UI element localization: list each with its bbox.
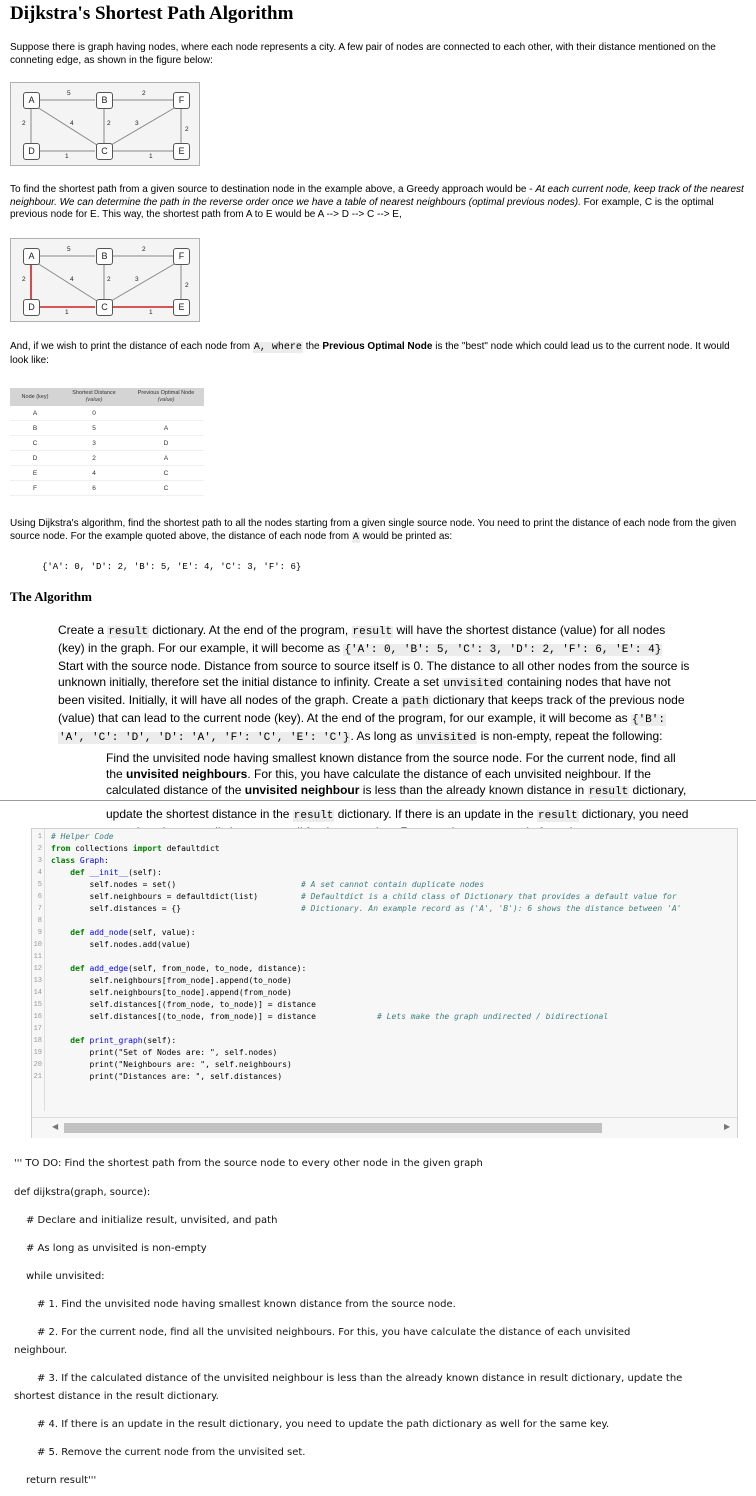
edge-weight: 2 [107, 276, 111, 283]
graph-node-b: B [96, 92, 113, 109]
code-line: def add_edge(self, from_node, to_node, distance): [70, 964, 307, 973]
edge-weight: 1 [65, 309, 69, 316]
graph-node-f: F [173, 248, 190, 265]
edge-weight: 1 [149, 309, 153, 316]
distance-table [10, 388, 204, 496]
edge-weight: 3 [135, 276, 139, 283]
code-line: def __init__(self): [70, 868, 162, 877]
edge-weight: 2 [185, 126, 189, 133]
todo-step-4: # 4. If there is an update in the result dictionary, you need to update the path dictionary as well for the same key. [37, 1419, 610, 1430]
todo-step-3: # 3. If the calculated distance of the unvisited neighbour is less than the already known distance in result dictionary, update the [37, 1373, 683, 1384]
edge-weight: 4 [70, 276, 74, 283]
code-line: print("Neighbours are: ", self.neighbours) [51, 1060, 292, 1069]
horizontal-scrollbar[interactable] [32, 1117, 737, 1138]
graph-figure-2 [10, 238, 200, 322]
page-title: Dijkstra's Shortest Path Algorithm [10, 3, 294, 24]
table-row: C 3 D [10, 436, 204, 451]
edge-weight: 1 [149, 153, 153, 160]
code-comment: # A set cannot contain duplicate nodes [301, 880, 485, 889]
table-row: B 5 A [10, 421, 204, 436]
edge-weight: 2 [22, 276, 26, 283]
graph-node-b: B [96, 248, 113, 265]
graph-node-a: A [23, 92, 40, 109]
using-paragraph: Using Dijkstra's algorithm, find the shortest path to all the nodes starting from a given single source node. You need to print the distance of each node from the given source node. For the example quoted above, the distance of each node from A would be printed as: [10, 518, 737, 543]
code-content [51, 829, 735, 1115]
col-shortest-distance: Shortest Distance (value) [60, 388, 128, 406]
graph-figure-1 [10, 82, 200, 166]
code-line: self.nodes = set() [51, 880, 177, 889]
graph-node-a: A [23, 248, 40, 265]
edge-weight: 2 [22, 120, 26, 127]
graph-node-c: C [96, 299, 113, 316]
scroll-right-icon[interactable]: ▶ [724, 1122, 731, 1131]
todo-while-line: while unvisited: [26, 1271, 105, 1282]
todo-step-2-cont: neighbour. [14, 1345, 68, 1356]
graph-node-c: C [96, 143, 113, 160]
edge-weight: 2 [142, 246, 146, 253]
code-line: self.distances = {} [51, 904, 182, 913]
code-comment: # Dictionary. An example record as ('A', 'B'): 6 shows the distance between 'A' [301, 904, 682, 913]
greedy-paragraph: To find the shortest path from a given source to destination node in the example above, a Greedy approach would be - At each current node, keep track of the nearest neighbour. We can determine the path in the reverse order once we have a table of nearest neighbours (optimal previous nodes). For example, C is the optimal previous node for E. This way, the shortest path from A to E would be A --> D --> C --> E, [10, 184, 744, 220]
code-line: print("Set of Nodes are: ", self.nodes) [51, 1048, 278, 1057]
code-line: class Graph: [51, 856, 109, 865]
code-line: def print_graph(self): [70, 1036, 177, 1045]
todo-step-3-cont: shortest distance in the result dictionary. [14, 1391, 219, 1402]
graph-node-d: D [23, 299, 40, 316]
edge-weight: 2 [142, 90, 146, 97]
graph-node-e: E [173, 143, 190, 160]
todo-step-1: # 1. Find the unvisited node having smallest known distance from the source node. [37, 1299, 456, 1310]
scrollbar-thumb[interactable] [64, 1123, 602, 1133]
edge-weight: 4 [70, 120, 74, 127]
output-example: {'A': 0, 'D': 2, 'B': 5, 'E': 4, 'C': 3, 'F': 6} [42, 562, 302, 572]
line-number-gutter: 1 2 3 4 5 6 7 8 9 10 11 12 13 14 15 16 17 18 19 20 21 [32, 829, 45, 1111]
algorithm-heading: The Algorithm [10, 589, 92, 604]
todo-comment: # As long as unvisited is non-empty [26, 1243, 207, 1254]
col-previous-node: Previous Optimal Node (value) [128, 388, 204, 406]
code-line: self.neighbours[to_node].append(from_node) [51, 988, 292, 997]
print-paragraph: And, if we wish to print the distance of each node from A, where the Previous Optimal Node is the "best" node which could lead us to the current node. It would look like: [10, 341, 730, 366]
col-node: Node (key) [10, 388, 60, 406]
code-line: print("Distances are: ", self.distances) [51, 1072, 283, 1081]
algorithm-substeps-2: update the shortest distance in the result dictionary. If there is an update in the result dictionary, you need [106, 806, 740, 842]
todo-comment: # Declare and initialize result, unvisited, and path [26, 1215, 278, 1226]
table-row: D 2 A [10, 451, 204, 466]
edge-weight: 5 [67, 90, 71, 97]
code-line: self.distances[(from_node, to_node)] = distance [51, 1000, 316, 1009]
todo-step-2: # 2. For the current node, find all the unvisited neighbours. For this, you have calculate the distance of each unvisited [37, 1327, 631, 1338]
graph-node-e: E [173, 299, 190, 316]
edge-weight: 2 [185, 282, 189, 289]
scroll-left-icon[interactable]: ◀ [52, 1122, 59, 1131]
algorithm-substeps-1: Find the unvisited node having smallest known distance from the source node. For the current node, find all the unvisited neighbours. For this, you have calculate the distance of each unvisited neighbour. If the calculated distance of the unvisited neighbour is less than the already known distance in result dictionary, [106, 751, 687, 798]
todo-step-5: # 5. Remove the current node from the unvisited set. [37, 1447, 306, 1458]
intro-paragraph: Suppose there is graph having nodes, where each node represents a city. A few pair of nodes are connected to each other, with their distance mentioned on the conneting edge, as shown in the figure below: [10, 42, 716, 66]
todo-def-line: def dijkstra(graph, source): [14, 1187, 151, 1198]
edge-weight: 3 [135, 120, 139, 127]
code-comment: # Defaultdict is a child class of Dictionary that provides a default value for [301, 892, 677, 901]
todo-return-line: return result''' [26, 1475, 97, 1486]
graph-node-d: D [23, 143, 40, 160]
table-row: A 0 [10, 406, 204, 421]
code-line: from collections import defaultdict [51, 844, 220, 853]
code-line: self.neighbours[from_node].append(to_node) [51, 976, 292, 985]
code-line: self.neighbours = defaultdict(list) [51, 892, 259, 901]
page-divider [0, 800, 756, 801]
code-line: self.distances[(to_node, from_node)] = distance [51, 1012, 316, 1021]
table-header-row [10, 388, 204, 406]
code-comment: # Lets make the graph undirected / bidirectional [377, 1012, 609, 1021]
code-line: self.nodes.add(value) [51, 940, 191, 949]
code-line: def add_node(self, value): [70, 928, 196, 937]
edge-weight: 2 [107, 120, 111, 127]
algorithm-description: Create a result dictionary. At the end of the program, result will have the shortest distance (value) for all nodes (key) in the graph. For our example, it will become as {'A': 0, 'B': 5, 'C': 3, 'D': 2, 'F': 6, 'E': 4} Start with the source node. Distance from source to source itself is 0. The distance to all other nodes from the source is unknown initially, therefore set the initial distance to infinity. Create a set unvisited containing nodes that have not been visited. Initially, it will have all nodes of the graph. Create a path dictionary that keeps track of the previous node (value) that can lead to the current node (key). At the end of the program, for our example, it will become as {'B': 'A', 'C': 'D', 'D': 'A', 'F': 'C', 'E': 'C'}. As long as unvisited is non-empty, repeat the following: [58, 623, 690, 744]
edge-weight: 1 [65, 153, 69, 160]
code-editor[interactable] [31, 828, 738, 1138]
edge-weight: 5 [67, 246, 71, 253]
table-row: E 4 C [10, 466, 204, 481]
code-line: # Helper Code [51, 832, 114, 841]
todo-docstring-start: ''' TO DO: Find the shortest path from the source node to every other node in the given graph [14, 1158, 483, 1169]
table-row: F 6 C [10, 481, 204, 496]
graph-node-f: F [173, 92, 190, 109]
